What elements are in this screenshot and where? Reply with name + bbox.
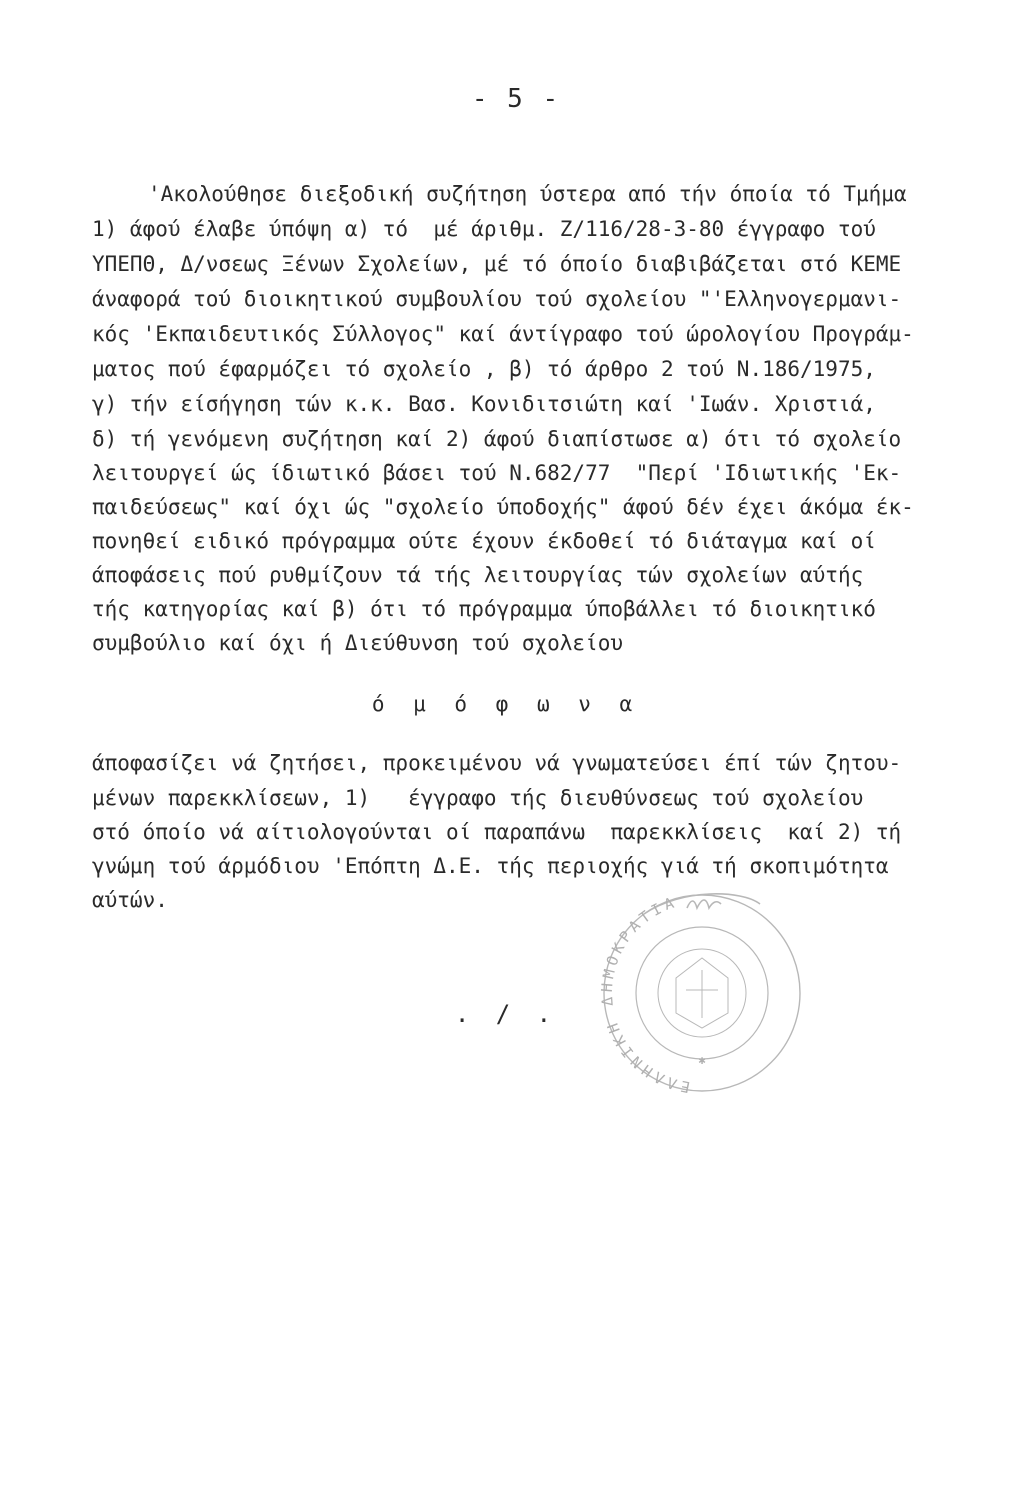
unanimous-heading: ό μ ό φ ω ν α (371, 692, 641, 716)
text-line: γ) τήν είσήγηση τών κ.κ. Βασ. Κονιδιτσιώτη καί 'Ιωάν. Χριστιά, (92, 392, 876, 416)
text-line: άποφασίζει νά ζητήσει, προκειμένου νά γνωματεύσει έπί τών ζητου- (92, 751, 902, 775)
continuation-mark: . / . (454, 1000, 558, 1028)
text-line: μένων παρεκκλίσεων, 1) έγγραφο τής διευθύνσεως τού σχολείου (92, 786, 864, 810)
text-line: 1) άφού έλαβε ύπόψη α) τό μέ άριθμ. Ζ/116/28-3-80 έγγραφο τού (92, 217, 876, 241)
svg-text:✱: ✱ (698, 1053, 706, 1067)
text-line: άποφάσεις πού ρυθμίζουν τά τής λειτουργίας τών σχολείων αύτής (92, 563, 864, 587)
stamp-text: ΕΛΛΗΝΙΚΗ ΔΗΜΟΚΡΑΤΙΑ (597, 892, 692, 1097)
text-line: τής κατηγορίας καί β) ότι τό πρόγραμμα ύποβάλλει τό διοικητικό (92, 597, 876, 621)
text-line: άναφορά τού διοικητικού συμβουλίου τού σχολείου "'Ελληνογερμανι- (92, 287, 902, 311)
text-line: πονηθεί ειδικό πρόγραμμα ούτε έχουν έκδοθεί τό διάταγμα καί οί (92, 529, 876, 553)
text-line: ματος πού έφαρμόζει τό σχολείο , β) τό άρθρο 2 τού Ν.186/1975, (92, 357, 876, 381)
svg-text:ΕΛΛΗΝΙΚΗ ΔΗΜΟΚΡΑΤΙΑ (598, 893, 692, 1097)
text-line: αύτών. (92, 888, 168, 912)
text-line: κός 'Εκπαιδευτικός Σύλλογος" καί άντίγραφο τού ώρολογίου Προγράμ- (92, 322, 914, 346)
page-number: - 5 - (471, 84, 561, 114)
text-line: παιδεύσεως" καί όχι ώς "σχολείο ύποδοχής" άφού δέν έχει άκόμα έκ- (92, 495, 914, 519)
text-line: 'Ακολούθησε διεξοδική συζήτηση ύστερα από τήν όποία τό Τμήμα (148, 182, 907, 206)
text-line: λειτουργεί ώς ίδιωτικό βάσει τού Ν.682/77 "Περί 'Ιδιωτικής 'Εκ- (92, 461, 902, 485)
text-line: στό όποίο νά αίτιολογούνται οί παραπάνω παρεκκλίσεις καί 2) τή (92, 820, 902, 844)
state-seal-stamp-icon (592, 878, 812, 1108)
text-line: ΥΠΕΠΘ, Δ/νσεως Ξένων Σχολείων, μέ τό όποίο διαβιβάζεται στό ΚΕΜΕ (92, 252, 902, 276)
text-line: συμβούλιο καί όχι ή Διεύθυνση τού σχολείου (92, 631, 624, 655)
text-line: δ) τή γενόμενη συζήτηση καί 2) άφού διαπίστωσε α) ότι τό σχολείο (92, 427, 902, 451)
text-line: γνώμη τού άρμόδιου 'Επόπτη Δ.Ε. τής περιοχής γιά τή σκοπιμότητα (92, 854, 889, 878)
